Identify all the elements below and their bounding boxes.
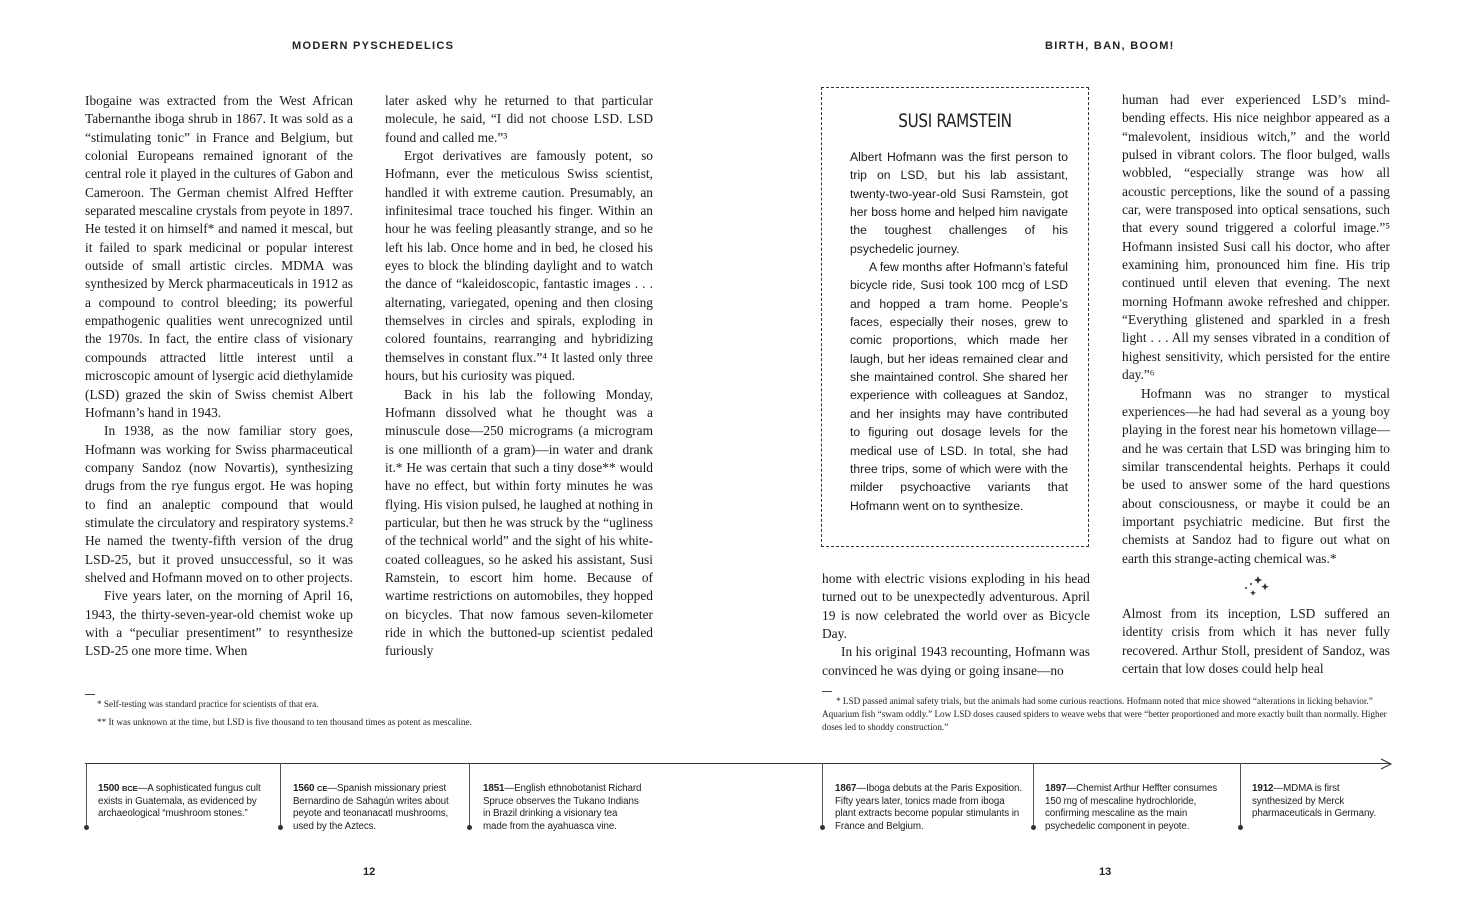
timeline-year: 1560 [293,783,315,794]
sidebar-paragraph: A few months after Hofmann’s fateful bicycle ride, Susi took 100 mcg of LSD and hopped a tram home. People’s faces, especially their noses, grew to comic proportions, which made her laugh, but her ideas remained clear and she maintained control. She shared her experience with colleagues at Sandoz, and her insights may have contributed to figuring out dosage levels for the medical use of LSD. In total, she had three trips, some of which were with the milder psychoactive variants that Hofmann went on to synthesize. [850,260,1068,513]
timeline-era: CE [317,784,328,793]
timeline-year: 1867 [835,783,857,794]
section-break-ornament [1242,574,1272,598]
timeline-entry [293,783,461,833]
timeline-tick [469,763,470,830]
sparkle-icon [1242,574,1272,596]
timeline-text: —Chemist Arthur Heffter consumes 150 mg of mescaline hydrochloride, confirming mescaline as the main psychedelic component in peyote. [1045,783,1218,832]
sidebar-title: SUSI RAMSTEIN [898,110,1012,132]
timeline-dot [1238,825,1243,830]
paragraph: Back in his lab the following Monday, Hofmann dissolved what he thought was a minuscule dose—250 micrograms (a microgram is one millionth of a gram)—in water and drank it.* He was certain that such a tiny dose** would have no effect, but within forty minutes he was flying. His vision pulsed, he laughed at nothing in particular, but then he was struck by the “ugliness of the technical world” and the sight of his white-coated colleagues, so he asked his assistant, Susi Ramstein, to escort him home. Because of wartime restrictions on automobiles, they hopped on bicycles. That now famous seven-kilometer ride in which the buttoned-up scientist pedaled furiously [385,386,653,659]
timeline-tick [1033,763,1034,830]
running-head-left: MODERN PYSCHEDELICS [292,40,455,52]
paragraph: Hofmann was no stranger to mystical experiences—he had had several as a young boy playing in the forest near his hometown village—and he was certain that LSD was bringing him to similar transcendental heights. Perhaps it could be used to answer some of the hard questions about consciousness, or maybe it could be an important psychiatric medicine. But first the chemists at Sandoz had to figure out what on earth this strange-acting chemical was.* [1122,385,1390,566]
footnote-rule [822,691,832,692]
footnote-rule [85,694,95,695]
paragraph: human had ever experienced LSD’s mind-bending effects. His nice neighbor appeared as a “malevolent, insidious witch,” and the world pulsed in vibrant colors. The floor bulged, walls wobbled, “especially strange was how all acoustic perceptions, like the sound of a passing car, were transposed into optical sensations, such that every sound triggered a colorful image.”⁵ Hofmann insisted Susi call his doctor, who after examining him, pronounced him fine. His trip continued until eleven that evening. The next morning Hofmann awoke refreshed and chipper. “Everything glistened and sparkled in a fresh light . . . All my senses vibrated in a condition of highest sensitivity, which persisted for the entire day.”⁶ [1122,92,1390,383]
paragraph: In his original 1943 recounting, Hofmann was convinced he was dying or going insane—no [822,644,1090,678]
page-number-left: 12 [363,866,376,878]
paragraph: home with electric visions exploding in his head turned out to be unexpectedly adventurous. April 19 is now celebrated the world over as Bicycle Day. [822,571,1090,642]
timeline-entry [835,783,1025,833]
timeline-entry [98,783,270,821]
timeline-tick [822,763,823,830]
timeline-text: —Spanish missionary priest Bernardino de Sahagún writes about peyote and teonanacatl mushrooms, used by the Aztecs. [293,783,449,832]
timeline-entry [1045,783,1233,833]
timeline-tick [1240,763,1241,830]
timeline-year: 1500 [98,783,120,794]
sidebar-box [821,87,1089,547]
arrow-right-icon [1380,758,1392,770]
timeline-era: BCE [122,784,138,793]
paragraph: Ergot derivatives are famously potent, so Hofmann, ever the meticulous Swiss scientist, handled it with extreme caution. Presumably, an infinitesimal trace touched his finger. Within an hour he was feeling pleasantly strange, and so he left his lab. Once home and in bed, he closed his eyes to block the blinding daylight and to watch the dance of “kaleidoscopic, fantastic images . . . alternating, variegated, opening and then closing themselves in circles and spirals, exploding in colored fountains, rearranging and hybridizing themselves in constant flux.”⁴ It lasted only three hours, but his curiosity was piqued. [385,148,653,384]
timeline-entry [1252,783,1392,821]
paragraph: Ibogaine was extracted from the West African Tabernanthe iboga shrub in 1867. It was sold as a “stimulating tonic” in France and Belgium, but colonial Europeans remained ignorant of the central role it played in the cultures of Gabon and Cameroon. The German chemist Alfred Heffter separated mescaline crystals from peyote in 1897. He tested it on himself* and named it mescal, but it failed to spark medicinal or popular interest outside of small artistic circles. MDMA was synthesized by Merck pharmaceuticals in 1912 as a compound to control bleeding; its powerful empathogenic qualities went unrecognized until the 1970s. In fact, the entire class of visionary compounds attracted little interest until a microscopic amount of lysergic acid diethylamide (LSD) grazed the skin of Swiss chemist Albert Hofmann’s hand in 1943. [85,93,353,420]
timeline-text: —A sophisticated fungus cult exists in Guatemala, as evidenced by archaeological “mushroom stones.” [98,783,261,820]
sidebar-paragraph: Albert Hofmann was the first person to trip on LSD, but his lab assistant, twenty-two-year-old Susi Ramstein, got her boss home and helped him navigate the toughest challenges of his psychedelic journey. [850,150,1068,256]
footnote: * LSD passed animal safety trials, but the animals had some curious reactions. Hofmann noted that mice showed “alterations in licking behavior.” Aquarium fish “swam oddly.” Low LSD doses caused spiders to weave webs that were “better proportioned and more exactly built than normally. Higher doses led to shoddy construction.” [822,696,1387,732]
timeline-dot [1031,825,1036,830]
timeline-dot [84,825,89,830]
left-column-1 [85,92,353,661]
right-column-1 [822,570,1090,680]
timeline-entry [483,783,643,833]
left-column-2 [385,92,653,661]
timeline-year: 1897 [1045,783,1067,794]
timeline-tick [86,763,87,830]
footnote: ** It was unknown at the time, but LSD is five thousand to ten thousand times as potent as mescaline. [97,717,472,727]
timeline-text: —Iboga debuts at the Paris Exposition. Fifty years later, tonics made from iboga plant extracts become popular stimulants in France and Belgium. [835,783,1022,832]
paragraph: Almost from its inception, LSD suffered an identity crisis from which it has never fully recovered. Arthur Stoll, president of Sandoz, was certain that low doses could help heal [1122,605,1390,676]
paragraph: In 1938, as the now familiar story goes, Hofmann was working for Swiss pharmaceutical company Sandoz (now Novartis), synthesizing drugs from the rye fungus ergot. He was hoping to find an analeptic compound that would stimulate the circulatory and respiratory systems.² He named the twenty-fifth version of the drug LSD-25, but it proved unsuccessful, so it was shelved and Hofmann moved on to other projects. [85,423,353,585]
timeline-dot [820,825,825,830]
timeline-year: 1851 [483,783,505,794]
footnote: * Self-testing was standard practice for scientists of that era. [97,699,319,709]
timeline-dot [278,825,283,830]
timeline-text: —MDMA is first synthesized by Merck pharmaceuticals in Germany. [1252,783,1376,820]
page-number-right: 13 [1099,866,1112,878]
timeline-tick [280,763,281,830]
timeline-year: 1912 [1252,783,1274,794]
sidebar-body [850,148,1068,515]
timeline-dot [467,825,472,830]
running-head-right: BIRTH, BAN, BOOM! [1045,40,1175,52]
paragraph: later asked why he returned to that particular molecule, he said, “I did not choose LSD. LSD found and called me.”³ [385,93,653,145]
paragraph: Five years later, on the morning of April 16, 1943, the thirty-seven-year-old chemist woke up with a “peculiar presentiment” to resynthesize LSD-25 one more time. When [85,588,353,659]
timeline-text: —English ethnobotanist Richard Spruce observes the Tukano Indians in Brazil drinking a visionary tea made from the ayahuasca vine. [483,783,642,832]
